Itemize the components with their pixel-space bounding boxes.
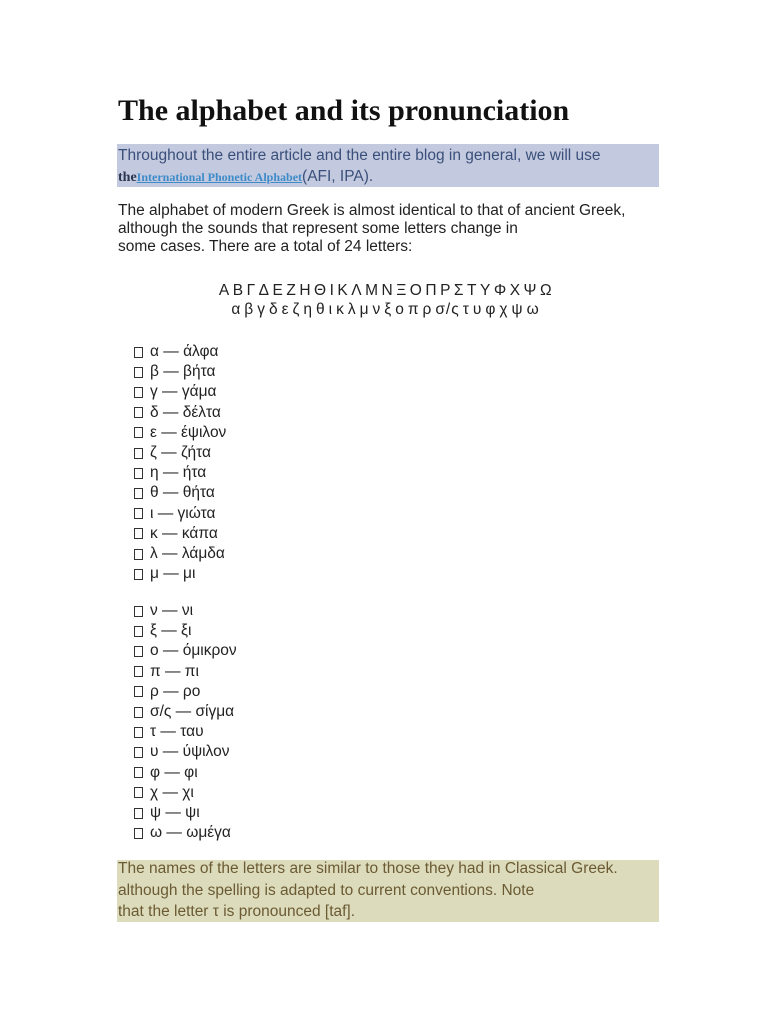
lowercase-letter: β	[244, 301, 255, 318]
list-item	[134, 641, 237, 661]
checkbox-bullet-icon	[134, 787, 143, 798]
letter-name: π — πι	[150, 662, 199, 680]
letter-name: φ — φι	[150, 763, 198, 781]
checkbox-bullet-icon	[134, 767, 143, 778]
list-item	[134, 662, 237, 682]
ipa-note-suffix: (AFI, IPA).	[302, 168, 374, 185]
list-item	[134, 382, 226, 402]
letter-name: σ/ς — σίγμα	[150, 703, 235, 721]
list-item	[134, 403, 226, 423]
list-item	[134, 702, 237, 722]
lowercase-letter: ω	[526, 301, 540, 318]
letter-name: α — άλφα	[150, 343, 219, 360]
uppercase-alphabet	[0, 282, 768, 300]
list-item	[134, 463, 226, 483]
uppercase-letter: Β	[232, 282, 244, 299]
letter-name: δ — δέλτα	[150, 403, 221, 421]
uppercase-letter: Υ	[479, 282, 491, 299]
list-item	[134, 342, 226, 362]
checkbox-bullet-icon	[134, 626, 143, 637]
letter-name: ν — νι	[150, 602, 194, 619]
checkbox-bullet-icon	[134, 407, 143, 418]
lowercase-letter: ρ	[422, 301, 433, 318]
letter-name: ω — ωμέγα	[150, 824, 231, 842]
uppercase-letter: Ω	[539, 282, 553, 299]
lowercase-letter: θ	[315, 301, 326, 318]
list-item	[134, 742, 237, 762]
list-item	[134, 564, 226, 584]
list-item	[134, 423, 226, 443]
letter-name: χ — χι	[150, 783, 194, 801]
uppercase-letter: Θ	[314, 282, 327, 299]
checkbox-bullet-icon	[134, 828, 143, 839]
list-item	[134, 722, 237, 742]
list-item	[134, 601, 237, 621]
uppercase-letter: Δ	[258, 282, 270, 299]
checkbox-bullet-icon	[134, 367, 143, 378]
list-item	[134, 783, 237, 803]
lowercase-letter: ν	[372, 301, 382, 318]
checkbox-bullet-icon	[134, 508, 143, 519]
lowercase-letter: μ	[359, 301, 370, 318]
footer-note-line3: that the letter τ is pronounced [taf].	[118, 903, 356, 920]
list-item	[134, 544, 226, 564]
uppercase-letter: Σ	[453, 282, 464, 299]
checkbox-bullet-icon	[134, 747, 143, 758]
letter-name: μ — μι	[150, 565, 196, 583]
checkbox-bullet-icon	[134, 646, 143, 657]
checkbox-bullet-icon	[134, 468, 143, 479]
checkbox-bullet-icon	[134, 569, 143, 580]
uppercase-letter: Λ	[351, 282, 363, 299]
letter-name: η — ήτα	[150, 464, 207, 482]
uppercase-letter: Χ	[509, 282, 521, 299]
lowercase-letter: ξ	[384, 301, 393, 318]
letter-name: ρ — ρο	[150, 682, 201, 700]
letter-name: ο — όμικρον	[150, 642, 237, 660]
footer-note-highlight	[117, 860, 659, 922]
lowercase-letter: φ	[485, 301, 497, 318]
intro-line3: some cases. There are a total of 24 letters:	[118, 238, 413, 255]
list-item	[134, 362, 226, 382]
lowercase-letter: σ/ς	[435, 301, 460, 318]
letter-list-2	[134, 601, 237, 843]
lowercase-letter: τ	[462, 301, 470, 318]
letter-name: β — βήτα	[150, 363, 216, 381]
letter-name: ζ — ζήτα	[150, 444, 211, 462]
uppercase-letter: Ε	[272, 282, 284, 299]
lowercase-letter: ο	[395, 301, 405, 318]
lowercase-letter: κ	[336, 301, 345, 318]
ipa-link[interactable]: International Phonetic Alphabet	[136, 170, 303, 184]
checkbox-bullet-icon	[134, 606, 143, 617]
ipa-note-highlight	[117, 144, 659, 187]
lowercase-letter: υ	[472, 301, 483, 318]
lowercase-letter: α	[231, 301, 242, 318]
uppercase-letter: Ζ	[286, 282, 297, 299]
letter-name: ξ — ξι	[150, 622, 192, 640]
lowercase-letter: ι	[328, 301, 334, 318]
lowercase-letter: χ	[499, 301, 509, 318]
letter-list-1	[134, 342, 226, 584]
uppercase-letter: Κ	[337, 282, 349, 299]
uppercase-letter: Η	[299, 282, 312, 299]
letter-name: ε — έψιλον	[150, 423, 227, 441]
intro-paragraph	[118, 202, 625, 256]
lowercase-letter: δ	[268, 301, 279, 318]
letter-name: θ — θήτα	[150, 484, 215, 502]
checkbox-bullet-icon	[134, 666, 143, 677]
checkbox-bullet-icon	[134, 387, 143, 398]
list-item	[134, 621, 237, 641]
lowercase-letter: ε	[281, 301, 290, 318]
uppercase-letter: Ξ	[396, 282, 407, 299]
uppercase-letter: Φ	[493, 282, 507, 299]
uppercase-letter: Π	[425, 282, 438, 299]
uppercase-letter: Α	[218, 282, 230, 299]
checkbox-bullet-icon	[134, 549, 143, 560]
intro-line1: The alphabet of modern Greek is almost identical to that of ancient Greek,	[118, 202, 626, 219]
checkbox-bullet-icon	[134, 427, 143, 438]
checkbox-bullet-icon	[134, 488, 143, 499]
uppercase-letter: Ν	[381, 282, 394, 299]
checkbox-bullet-icon	[134, 808, 143, 819]
lowercase-letter: ψ	[511, 301, 524, 318]
checkbox-bullet-icon	[134, 686, 143, 697]
ipa-note-line1: Throughout the entire article and the entire blog in general, we will use	[118, 147, 601, 164]
lowercase-letter: γ	[257, 301, 266, 318]
checkbox-bullet-icon	[134, 727, 143, 738]
uppercase-letter: Μ	[365, 282, 379, 299]
checkbox-bullet-icon	[134, 347, 143, 358]
lowercase-alphabet	[0, 301, 768, 319]
checkbox-bullet-icon	[134, 448, 143, 459]
uppercase-letter: Τ	[467, 282, 477, 299]
lowercase-letter: π	[407, 301, 420, 318]
letter-name: τ — ταυ	[150, 723, 204, 741]
letter-name: γ — γάμα	[150, 383, 217, 401]
page-title: The alphabet and its pronunciation	[118, 94, 570, 127]
ipa-note-line2	[118, 168, 373, 187]
lowercase-letter: η	[303, 301, 313, 318]
uppercase-letter: Ι	[329, 282, 335, 299]
footer-note-line2: although the spelling is adapted to current conventions. Note	[118, 882, 535, 899]
checkbox-bullet-icon	[134, 528, 143, 539]
list-item	[134, 443, 226, 463]
lowercase-letter: ζ	[292, 301, 301, 318]
intro-line2: although the sounds that represent some letters change in	[118, 220, 518, 237]
letter-name: κ — κάπα	[150, 524, 218, 542]
letter-name: ι — γιώτα	[150, 504, 216, 522]
letter-name: ψ — ψι	[150, 804, 200, 822]
list-item	[134, 524, 226, 544]
uppercase-letter: Ο	[409, 282, 423, 299]
uppercase-letter: Ψ	[523, 282, 537, 299]
list-item	[134, 504, 226, 524]
letter-name: λ — λάμδα	[150, 545, 225, 563]
list-item	[134, 682, 237, 702]
uppercase-letter: Γ	[246, 282, 256, 299]
list-item	[134, 483, 226, 503]
letter-name: υ — ύψιλον	[150, 743, 230, 761]
checkbox-bullet-icon	[134, 707, 143, 718]
list-item	[134, 803, 237, 823]
list-item	[134, 763, 237, 783]
list-item	[134, 823, 237, 843]
uppercase-letter: Ρ	[440, 282, 451, 299]
ipa-note-the: the	[118, 170, 137, 185]
footer-note-line1: The names of the letters are similar to those they had in Classical Greek.	[118, 860, 618, 877]
lowercase-letter: λ	[347, 301, 357, 318]
